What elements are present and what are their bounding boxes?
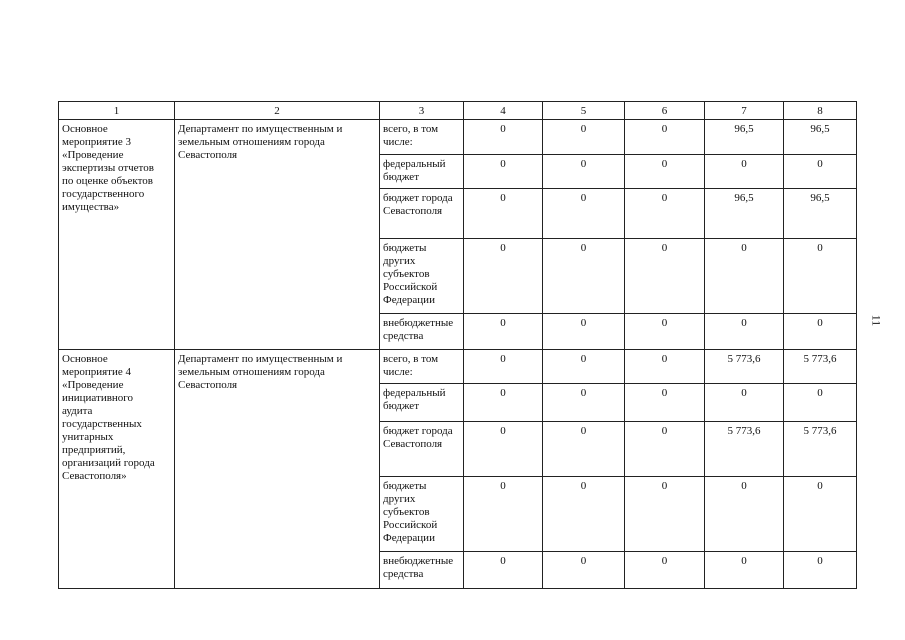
value-cell: 0 [784,384,857,422]
value-cell: 0 [464,552,543,589]
value-cell: 5 773,6 [705,422,784,477]
value-cell: 0 [705,155,784,189]
value-cell: 0 [543,120,625,155]
department-cell: Департамент по имущественным и земельным отношениям города Севастополя [175,120,380,350]
value-cell: 0 [464,477,543,552]
value-cell: 0 [464,189,543,239]
value-cell: 0 [625,350,705,384]
funding-source-cell: бюджеты других субъектов Российской Федерации [380,239,464,314]
value-cell: 0 [784,552,857,589]
value-cell: 0 [543,155,625,189]
header-row [59,102,857,120]
value-cell: 96,5 [705,120,784,155]
value-cell: 0 [705,239,784,314]
value-cell: 0 [543,314,625,350]
value-cell: 0 [464,155,543,189]
value-cell: 0 [625,189,705,239]
value-cell: 0 [705,384,784,422]
value-cell: 0 [543,422,625,477]
value-cell: 0 [464,422,543,477]
value-cell: 0 [464,120,543,155]
header-cell: 4 [464,102,543,120]
value-cell: 0 [625,422,705,477]
value-cell: 0 [705,552,784,589]
value-cell: 0 [625,239,705,314]
value-cell: 0 [625,552,705,589]
value-cell: 96,5 [784,120,857,155]
department-cell: Департамент по имущественным и земельным отношениям города Севастополя [175,350,380,589]
funding-source-cell: внебюджетные средства [380,314,464,350]
value-cell: 0 [784,477,857,552]
funding-source-cell: всего, в том числе: [380,350,464,384]
value-cell: 0 [543,189,625,239]
value-cell: 5 773,6 [705,350,784,384]
value-cell: 0 [705,477,784,552]
funding-source-cell: федеральный бюджет [380,155,464,189]
header-cell: 8 [784,102,857,120]
header-cell: 1 [59,102,175,120]
header-cell: 3 [380,102,464,120]
value-cell: 5 773,6 [784,350,857,384]
value-cell: 0 [625,384,705,422]
page-number: 11 [869,314,884,327]
value-cell: 0 [543,350,625,384]
event-name-cell: Основное мероприятие 3 «Проведение экспертизы отчетов по оценке объектов государственного имущества» [59,120,175,350]
budget-table [58,101,857,589]
table-row [59,120,857,155]
value-cell: 0 [543,384,625,422]
value-cell: 96,5 [705,189,784,239]
header-cell: 2 [175,102,380,120]
value-cell: 0 [543,552,625,589]
header-cell: 7 [705,102,784,120]
value-cell: 0 [784,314,857,350]
value-cell: 0 [464,239,543,314]
value-cell: 0 [625,477,705,552]
value-cell: 0 [705,314,784,350]
funding-source-cell: бюджет города Севастополя [380,422,464,477]
value-cell: 0 [464,314,543,350]
header-cell: 6 [625,102,705,120]
funding-source-cell: внебюджетные средства [380,552,464,589]
funding-source-cell: бюджеты других субъектов Российской Федерации [380,477,464,552]
header-cell: 5 [543,102,625,120]
value-cell: 0 [543,239,625,314]
value-cell: 0 [625,314,705,350]
value-cell: 0 [543,477,625,552]
value-cell: 5 773,6 [784,422,857,477]
value-cell: 0 [784,239,857,314]
event-name-cell: Основное мероприятие 4 «Проведение инициативного аудита государственных унитарных предприятий, организаций города Севастополя» [59,350,175,589]
table-row [59,350,857,384]
value-cell: 0 [784,155,857,189]
value-cell: 96,5 [784,189,857,239]
value-cell: 0 [464,350,543,384]
funding-source-cell: всего, в том числе: [380,120,464,155]
value-cell: 0 [625,155,705,189]
value-cell: 0 [464,384,543,422]
value-cell: 0 [625,120,705,155]
funding-source-cell: федеральный бюджет [380,384,464,422]
funding-source-cell: бюджет города Севастополя [380,189,464,239]
